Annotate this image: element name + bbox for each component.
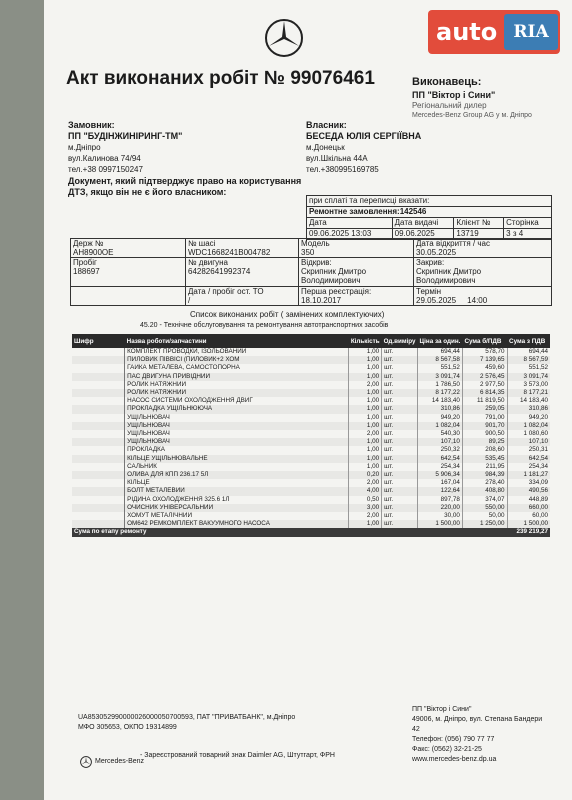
table-row (72, 373, 550, 381)
col-unit: Од.виміру (382, 334, 418, 348)
list-section: 45.20 - Технічне обслуговування та ремонтування автотранспортних засобів (140, 322, 389, 329)
autoria-watermark (428, 10, 560, 54)
row-sum: 374,07 (462, 496, 507, 504)
row-qty: 1,00 (349, 414, 382, 422)
row-vat: 310,86 (507, 405, 550, 413)
row-qty: 2,00 (349, 479, 382, 487)
closed-name-1: Скрипник Дмитро (416, 267, 482, 276)
row-unit: шт. (382, 414, 418, 422)
row-vat: 1 181,27 (507, 471, 550, 479)
client-label: Клієнт № (454, 218, 504, 229)
row-unit: шт. (382, 496, 418, 504)
row-qty: 1,00 (349, 389, 382, 397)
row-price: 540,30 (418, 430, 463, 438)
row-code-cell (72, 422, 125, 430)
row-price: 254,34 (418, 463, 463, 471)
row-sum: 901,70 (462, 422, 507, 430)
row-sum: 1 250,00 (462, 520, 507, 528)
customer-phone: тел.+38 0997150247 (68, 165, 143, 174)
footer-company: ПП "Віктор і Сини" (412, 706, 472, 713)
row-unit: шт. (382, 364, 418, 372)
row-name: ОЧИСНИК УНІВЕРСАЛЬНИЙ (125, 504, 349, 512)
row-sum: 2 977,50 (462, 381, 507, 389)
owner-phone: тел.+38099516978​5 (306, 165, 379, 174)
order-number: 142546 (399, 207, 427, 216)
row-price: 694,44 (418, 348, 463, 356)
row-name: НАСОС СИСТЕМИ ОХОЛОДЖЕННЯ ДВИГ (125, 397, 349, 405)
row-price: 122,64 (418, 487, 463, 495)
row-vat: 1 082,04 (507, 422, 550, 430)
executor-heading: Виконавець: (412, 76, 482, 88)
row-qty: 1,00 (349, 446, 382, 454)
row-name: КОМПЛЕКТ ПРОВОДКИ, ІЗОЛЬОВАНИЙ (125, 348, 349, 356)
row-code-cell (72, 496, 125, 504)
payment-note: при сплаті та переписці вказати: (307, 196, 552, 207)
col-name: Назва роботи/запчастини (125, 334, 349, 348)
row-qty: 0,50 (349, 496, 382, 504)
row-code-cell (72, 463, 125, 471)
row-unit: шт. (382, 446, 418, 454)
row-sum: 2 576,45 (462, 373, 507, 381)
row-price: 8 177,22 (418, 389, 463, 397)
row-price: 5 906,34 (418, 471, 463, 479)
row-code-cell (72, 504, 125, 512)
row-vat: 3 573,00 (507, 381, 550, 389)
row-vat: 334,09 (507, 479, 550, 487)
table-row (72, 438, 550, 446)
row-code-cell (72, 479, 125, 487)
row-sum: 550,00 (462, 504, 507, 512)
last-to-label: Дата / пробіг ост. ТО (188, 287, 264, 296)
row-price: 1 500,00 (418, 520, 463, 528)
table-row (72, 397, 550, 405)
row-code-cell (72, 381, 125, 389)
row-price: 250,32 (418, 446, 463, 454)
row-vat: 694,44 (507, 348, 550, 356)
table-row (72, 356, 550, 364)
row-vat: 1 500,00 (507, 520, 550, 528)
issue-label: Дата видачі (392, 218, 454, 229)
watermark-ria-text: RIA (504, 14, 558, 50)
row-sum: 50,00 (462, 512, 507, 520)
row-name: УЩІЛЬНЮВАЧ (125, 438, 349, 446)
col-price: Ціна за один. (418, 334, 463, 348)
table-row (72, 389, 550, 397)
row-qty: 1,00 (349, 520, 382, 528)
row-code-cell (72, 356, 125, 364)
row-price: 310,86 (418, 405, 463, 413)
row-unit: шт. (382, 455, 418, 463)
row-vat: 551,52 (507, 364, 550, 372)
owner-name: БЕСЕДА ЮЛІЯ СЕРГІЇВНА (306, 131, 422, 141)
mercedes-star-icon (264, 18, 304, 58)
row-sum: 408,80 (462, 487, 507, 495)
row-qty: 1,00 (349, 348, 382, 356)
row-qty: 1,00 (349, 422, 382, 430)
received-name-2: Володимирович (301, 276, 361, 285)
row-vat: 107,10 (507, 438, 550, 446)
row-vat: 250,31 (507, 446, 550, 454)
table-row (72, 422, 550, 430)
executor-brand-line: Mercedes-Benz Group AG у м. Дніпро (412, 112, 532, 119)
engine-number: 64282641992374 (188, 267, 251, 276)
row-sum: 578,70 (462, 348, 507, 356)
row-sum: 535,45 (462, 455, 507, 463)
items-table (72, 334, 550, 537)
row-code-cell (72, 414, 125, 422)
row-qty: 2,00 (349, 512, 382, 520)
row-sum: 791,00 (462, 414, 507, 422)
table-row (72, 364, 550, 372)
row-price: 30,00 (418, 512, 463, 520)
row-name: БОЛТ МЕТАЛЕВИЙ (125, 487, 349, 495)
row-unit: шт. (382, 438, 418, 446)
row-price: 1 082,04 (418, 422, 463, 430)
row-name: ОЛИВА ДЛЯ КПП 236.17 5Л (125, 471, 349, 479)
row-sum: 7 139,65 (462, 356, 507, 364)
row-vat: 448,89 (507, 496, 550, 504)
row-name: САЛЬНИК (125, 463, 349, 471)
table-row (72, 512, 550, 520)
row-price: 167,04 (418, 479, 463, 487)
page-number: 3 з 4 (504, 229, 552, 240)
table-row (72, 455, 550, 463)
row-unit: шт. (382, 422, 418, 430)
row-vat: 8 177,21 (507, 389, 550, 397)
row-qty: 1,00 (349, 463, 382, 471)
row-sum: 459,60 (462, 364, 507, 372)
row-code-cell (72, 520, 125, 528)
table-row (72, 520, 550, 528)
row-name: УЩІЛЬНЮВАЧ (125, 414, 349, 422)
row-qty: 1,00 (349, 364, 382, 372)
customer-street: вул.Калинова 74/94 (68, 154, 141, 163)
doc-note-line1: Документ, який підтверджує право на користування (68, 176, 302, 186)
row-code-cell (72, 446, 125, 454)
row-price: 1 786,50 (418, 381, 463, 389)
col-vat: Сума з ПДВ (507, 334, 550, 348)
row-name: КІЛЬЦЕ УЩІЛЬНЮВАЛЬНЕ (125, 455, 349, 463)
footer-mfo: МФО 305653, ОКПО 19314899 (78, 724, 177, 731)
row-sum: 984,39 (462, 471, 507, 479)
date-label: Дата (307, 218, 393, 229)
row-name: ПРОКЛАДКА (125, 446, 349, 454)
row-qty: 0,20 (349, 471, 382, 479)
row-price: 8 567,58 (418, 356, 463, 364)
row-qty: 3,00 (349, 504, 382, 512)
row-price: 949,20 (418, 414, 463, 422)
row-name: ПАС ДВИГУНА ПРИВІДНИЙ (125, 373, 349, 381)
executor-role: Регіональний дилер (412, 101, 487, 110)
mileage-value: 188697 (73, 267, 100, 276)
footer-address: 49006, м. Дніпро, вул. Степана Бандери (412, 716, 543, 723)
order-date: 09.06.2025 13:03 (307, 229, 393, 240)
footer-site: www.mercedes-benz.dp.ua (412, 756, 497, 763)
table-row (72, 405, 550, 413)
footer-trademark: - Зареєстрований товарний знак Daimler AG, Штутгарт, ФРН (140, 752, 335, 759)
row-name: УЩІЛЬНЮВАЧ (125, 430, 349, 438)
table-row (72, 348, 550, 356)
row-qty: 4,00 (349, 487, 382, 495)
row-price: 14 183,40 (418, 397, 463, 405)
row-unit: шт. (382, 397, 418, 405)
row-unit: шт. (382, 356, 418, 364)
row-vat: 642,54 (507, 455, 550, 463)
received-name-1: Скрипник Дмитро (301, 267, 367, 276)
row-qty: 2,00 (349, 381, 382, 389)
row-code-cell (72, 430, 125, 438)
row-unit: шт. (382, 430, 418, 438)
row-vat: 60,00 (507, 512, 550, 520)
row-vat: 8 567,59 (507, 356, 550, 364)
executor-name: ПП "Віктор і Сини" (412, 90, 496, 100)
first-reg-value: 18.10.2017 (301, 296, 342, 305)
row-qty: 2,00 (349, 430, 382, 438)
row-unit: шт. (382, 389, 418, 397)
table-row (72, 430, 550, 438)
owner-heading: Власник: (306, 120, 347, 130)
term-time: 14:00 (467, 296, 488, 305)
row-vat: 254,34 (507, 463, 550, 471)
row-unit: шт. (382, 463, 418, 471)
order-number-cell (307, 207, 552, 218)
row-name: ОМ642 РЕМКОМПЛЕКТ ВАКУУМНОГО НАСОСА (125, 520, 349, 528)
row-sum: 208,60 (462, 446, 507, 454)
row-vat: 949,20 (507, 414, 550, 422)
row-code-cell (72, 364, 125, 372)
table-row (72, 479, 550, 487)
row-sum: 259,05 (462, 405, 507, 413)
row-code-cell (72, 405, 125, 413)
owner-street: вул.Шкільна 44А (306, 154, 368, 163)
row-vat: 3 091,74 (507, 373, 550, 381)
row-qty: 1,00 (349, 455, 382, 463)
table-row (72, 463, 550, 471)
row-unit: шт. (382, 348, 418, 356)
row-name: ПРОКЛАДКА УЩІЛЬНЮЮЧА (125, 405, 349, 413)
table-row (72, 471, 550, 479)
row-unit: шт. (382, 381, 418, 389)
row-name: ПИЛОВИК ПІВВІСІ (ПИЛОВИК+2 ХОМ (125, 356, 349, 364)
col-sum: Сума б/ПДВ (462, 334, 507, 348)
row-price: 3 091,74 (418, 373, 463, 381)
total-row (72, 528, 550, 536)
table-row (72, 487, 550, 495)
row-unit: шт. (382, 479, 418, 487)
table-row (72, 414, 550, 422)
client-number: 13719 (454, 229, 504, 240)
row-code-cell (72, 348, 125, 356)
row-code-cell (72, 373, 125, 381)
page-label: Сторінка (504, 218, 552, 229)
row-unit: шт. (382, 471, 418, 479)
row-qty: 1,00 (349, 438, 382, 446)
row-price: 551,52 (418, 364, 463, 372)
row-unit: шт. (382, 487, 418, 495)
mercedes-small-icon (80, 756, 92, 768)
row-name: ГАЙКА МЕТАЛЕВА, САМОСТОПОРНА (125, 364, 349, 372)
footer-bank: UA853052990000026000050700593, ПАТ "ПРИВАТБАНК", м.Дніпро (78, 714, 296, 721)
engine-label: № двигуна (188, 258, 228, 267)
row-code-cell (72, 487, 125, 495)
list-title: Список виконаних робіт ( замінених комплектуючих) (190, 310, 385, 319)
issue-date: 09.06.2025 (392, 229, 454, 240)
last-to-value: / (188, 296, 191, 305)
table-row (72, 381, 550, 389)
model-value: 350 (301, 248, 315, 257)
row-qty: 1,00 (349, 373, 382, 381)
order-label: Ремонтне замовлення: (309, 207, 400, 216)
reg-label: Держ № (73, 239, 104, 248)
model-label: Модель (301, 239, 330, 248)
row-vat: 14 183,40 (507, 397, 550, 405)
customer-city: м.Дніпро (68, 143, 101, 152)
row-name: РІДИНА ОХОЛОДЖЕННЯ 325.6 1Л (125, 496, 349, 504)
closed-label: Закрив: (416, 258, 445, 267)
row-vat: 660,00 (507, 504, 550, 512)
row-unit: шт. (382, 520, 418, 528)
row-sum: 6 814,35 (462, 389, 507, 397)
row-qty: 1,00 (349, 356, 382, 364)
row-sum: 89,25 (462, 438, 507, 446)
row-sum: 900,50 (462, 430, 507, 438)
row-sum: 11 819,50 (462, 397, 507, 405)
row-vat: 490,56 (507, 487, 550, 495)
row-name: ХОМУТ МЕТАЛІЧНИЙ (125, 512, 349, 520)
row-unit: шт. (382, 373, 418, 381)
doc-note-line2: ДТЗ, якщо він не є його власником: (68, 187, 227, 197)
row-name: УЩІЛЬНЮВАЧ (125, 422, 349, 430)
col-code: Шифр (72, 334, 125, 348)
customer-heading: Замовник: (68, 120, 115, 130)
received-label: Відкрив: (301, 258, 332, 267)
watermark-auto-text: auto (436, 18, 498, 46)
row-price: 642,54 (418, 455, 463, 463)
opened-value: 30.05.2025 (416, 248, 457, 257)
row-name: РОЛИК НАТЯЖНИЙ (125, 389, 349, 397)
order-table (306, 195, 552, 240)
row-price: 897,78 (418, 496, 463, 504)
row-qty: 1,00 (349, 397, 382, 405)
chassis-number: WDC1668241B004782 (188, 248, 271, 257)
first-reg-label: Перша реєстрація: (301, 287, 372, 296)
customer-name: ПП "БУДІНЖИНІРИНГ-ТМ" (68, 131, 183, 141)
row-sum: 211,95 (462, 463, 507, 471)
row-unit: шт. (382, 405, 418, 413)
total-value: 239 219,27 (507, 528, 550, 536)
footer-address-2: 42 (412, 726, 420, 733)
table-row (72, 504, 550, 512)
row-code-cell (72, 471, 125, 479)
footer-phone: Телефон: (056) 790 77 77 (412, 736, 495, 743)
row-code-cell (72, 397, 125, 405)
row-sum: 278,40 (462, 479, 507, 487)
row-vat: 1 080,60 (507, 430, 550, 438)
term-label: Термін (416, 287, 442, 296)
row-code-cell (72, 512, 125, 520)
row-name: КІЛЬЦЕ (125, 479, 349, 487)
table-row (72, 446, 550, 454)
row-unit: шт. (382, 504, 418, 512)
owner-city: м.Донецьк (306, 143, 345, 152)
row-qty: 1,00 (349, 405, 382, 413)
row-price: 220,00 (418, 504, 463, 512)
row-price: 107,10 (418, 438, 463, 446)
mileage-label: Пробіг (73, 258, 97, 267)
vehicle-table (70, 238, 552, 306)
table-row (72, 496, 550, 504)
reg-number: АН8900ОЕ (73, 248, 114, 257)
chassis-label: № шасі (188, 239, 216, 248)
col-qty: Кількість (349, 334, 382, 348)
term-date: 29.05.2025 (416, 296, 457, 305)
row-code-cell (72, 455, 125, 463)
opened-label: Дата відкриття / час (416, 239, 490, 248)
row-code-cell (72, 438, 125, 446)
closed-name-2: Володимирович (416, 276, 476, 285)
row-name: РОЛИК НАТЯЖНИЙ (125, 381, 349, 389)
document-title: Акт виконаних робіт № 99076461 (66, 68, 375, 89)
row-code-cell (72, 389, 125, 397)
footer-brand: Mercedes-Benz (95, 758, 145, 765)
row-unit: шт. (382, 512, 418, 520)
total-label: Сума по етапу ремонту (72, 528, 462, 536)
footer-fax: Факс: (0562) 32-21-25 (412, 746, 482, 753)
